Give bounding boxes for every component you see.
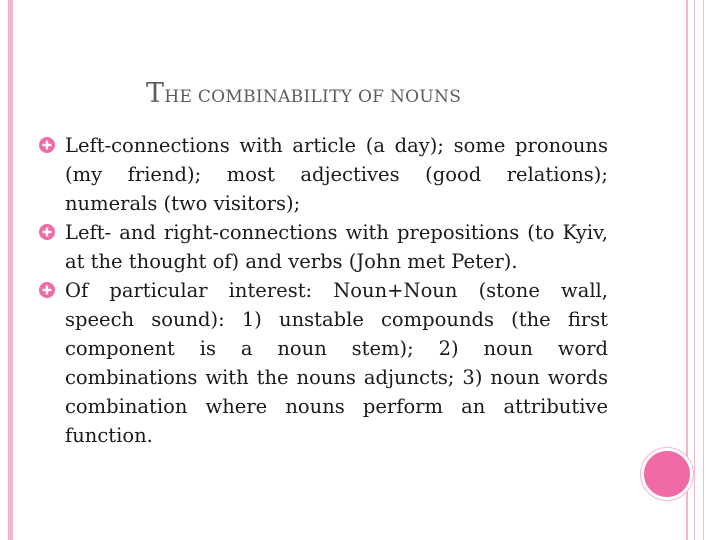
slide-title-rest: HE COMBINABILITY OF NOUNS (164, 87, 462, 107)
bullet-item (38, 218, 608, 276)
bullet-item (38, 276, 608, 450)
pink-circle-plus-icon (39, 137, 55, 153)
slide-title-initial: T (146, 78, 165, 109)
right-decorative-line-outer (703, 0, 704, 540)
right-decorative-line (694, 0, 695, 540)
slide-title (146, 78, 461, 109)
pink-circle-plus-icon (39, 224, 55, 240)
bullet-list (38, 131, 608, 450)
pink-circle-plus-icon (39, 282, 55, 298)
decorative-pink-circle (641, 448, 693, 500)
bullet-text: Left-connections with article (a day); some pronouns (my friend); most adjectives (good relations); numerals (two visitors); (65, 134, 608, 215)
bullet-text: Of particular interest: Noun+Noun (stone wall, speech sound): 1) unstable compounds (the first component is a noun stem); 2) noun word combinations with the nouns adjuncts; 3) noun words combination where nouns perform an attributive function. (65, 279, 608, 447)
bullet-text: Left- and right-connections with prepositions (to Kyiv, at the thought of) and verbs (John met Peter). (65, 221, 608, 273)
left-decorative-bar (8, 0, 13, 540)
bullet-item (38, 131, 608, 218)
